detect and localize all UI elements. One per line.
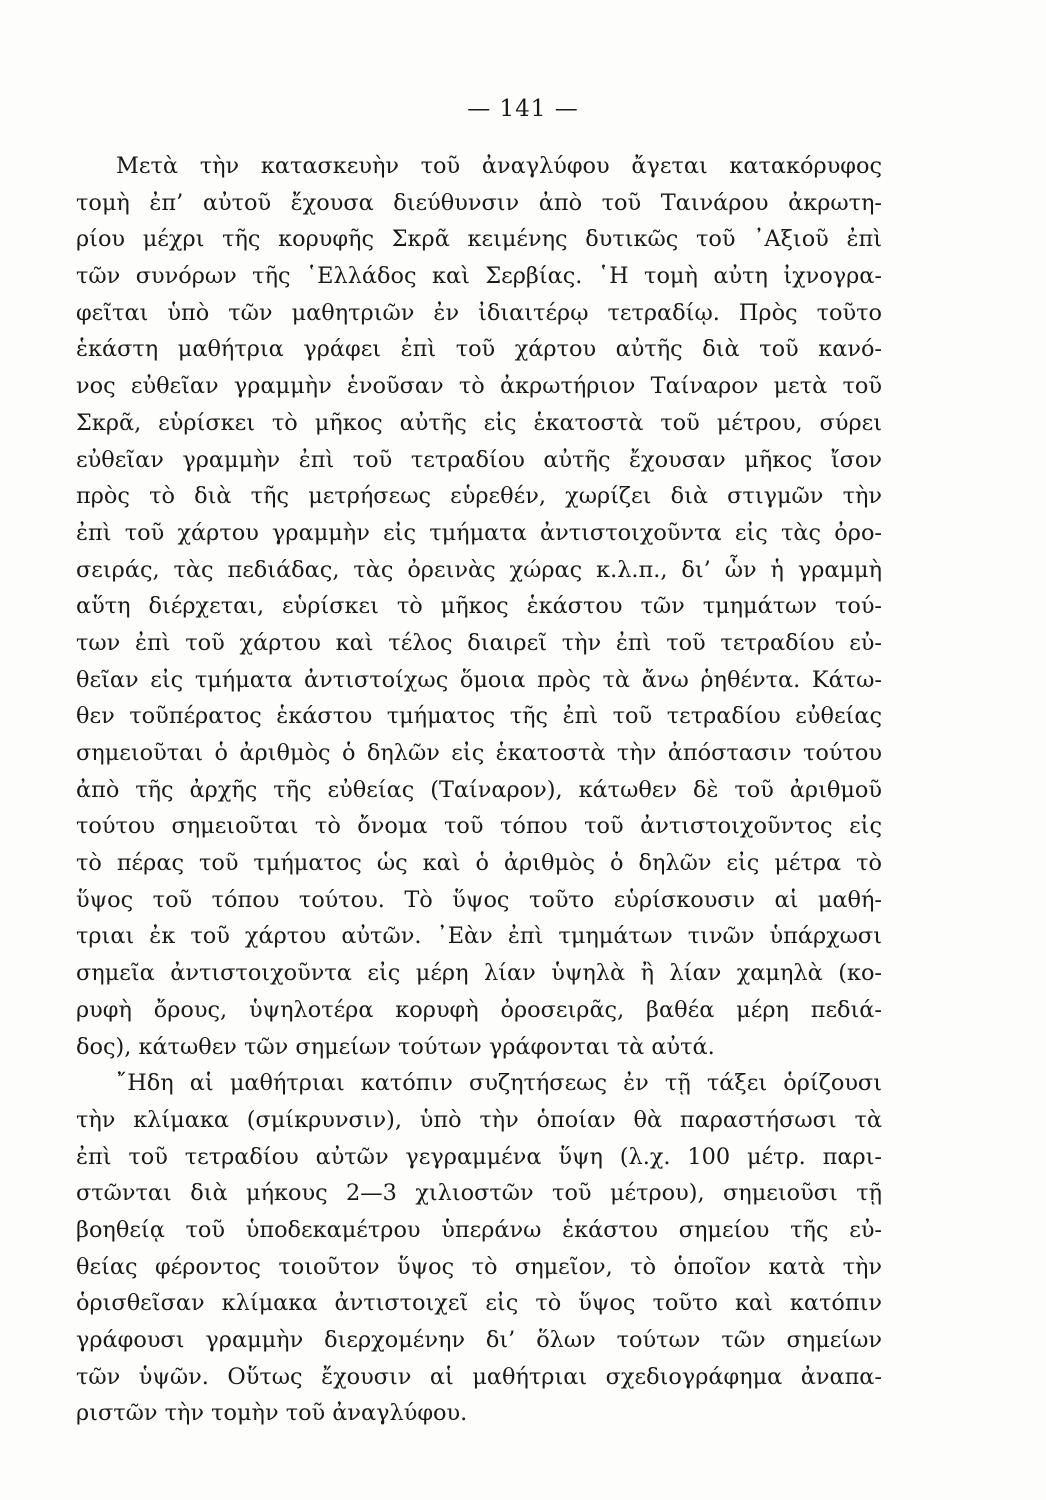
text-line: φεῖται ὑπὸ τῶν μαθητριῶν ἐν ἰδιαιτέρῳ τετραδίῳ. Πρὸς τοῦτο — [76, 299, 882, 326]
text-line: ῎Ηδη αἱ μαθήτριαι κατόπιν συζητήσεως ἐν τῇ τάξει ὁρίζουσι — [116, 1070, 882, 1097]
text-line: αὕτη διέρχεται, εὑρίσκει τὸ μῆκος ἑκάστου τῶν τμημάτων τού- — [76, 593, 882, 620]
text-line: τριαι ἐκ τοῦ χάρτου αὐτῶν. ᾿Εὰν ἐπὶ τμημάτων τινῶν ὑπάρχωσι — [76, 923, 882, 950]
text-line: ρυφὴ ὄρους, ὑψηλοτέρα κορυφὴ ὀροσειρᾶς, βαθέα μέρη πεδιά- — [76, 996, 882, 1023]
text-line: τὸ πέρας τοῦ τμήματος ὡς καὶ ὁ ἀριθμὸς ὁ δηλῶν εἰς μέτρα τὸ — [76, 850, 882, 877]
text-line: δος), κάτωθεν τῶν σημείων τούτων γράφονται τὰ αὐτά. — [76, 1033, 715, 1060]
text-line: σημεῖα ἀντιστοιχοῦντα εἰς μέρη λίαν ὑψηλὰ ἢ λίαν χαμηλὰ (κο- — [76, 960, 882, 987]
body-text — [76, 148, 882, 1432]
text-line: ἐπὶ τοῦ τετραδίου αὐτῶν γεγραμμένα ὕψη (λ.χ. 100 μέτρ. παρι- — [76, 1143, 882, 1170]
text-line: των ἐπὶ τοῦ χάρτου καὶ τέλος διαιρεῖ τὴν ἐπὶ τοῦ τετραδίου εὐ- — [76, 629, 882, 656]
text-line: θείας φέροντος τοιοῦτον ὕψος τὸ σημεῖον, τὸ ὁποῖον κατὰ τὴν — [76, 1253, 882, 1280]
text-line: ἀπὸ τῆς ἀρχῆς τῆς εὐθείας (Ταίναρον), κάτωθεν δὲ τοῦ ἀριθμοῦ — [76, 776, 882, 803]
text-line: τῶν ὑψῶν. Οὕτως ἔχουσιν αἱ μαθήτριαι σχεδιογράφημα ἀναπα- — [76, 1363, 882, 1390]
text-line: πρὸς τὸ διὰ τῆς μετρήσεως εὑρεθέν, χωρίζει διὰ στιγμῶν τὴν — [76, 483, 882, 510]
text-line: σειράς, τὰς πεδιάδας, τὰς ὀρεινὰς χώρας κ.λ.π., δι’ ὧν ἡ γραμμὴ — [76, 556, 882, 583]
text-line: ἑκάστη μαθήτρια γράφει ἐπὶ τοῦ χάρτου αὐτῆς διὰ τοῦ κανό- — [76, 336, 882, 363]
text-line: ριστῶν τὴν τομὴν τοῦ ἀναγλύφου. — [76, 1400, 468, 1427]
text-line: γράφουσι γραμμὴν διερχομένην δι’ ὅλων τούτων τῶν σημείων — [76, 1327, 882, 1353]
page-number: — 141 — — [467, 96, 579, 122]
text-line: βοηθείᾳ τοῦ ὑποδεκαμέτρου ὑπεράνω ἑκάστου σημείου τῆς εὐ- — [76, 1216, 882, 1243]
text-line: Μετὰ τὴν κατασκευὴν τοῦ ἀναγλύφου ἄγεται κατακόρυφος — [116, 153, 882, 179]
text-line: τῶν συνόρων τῆς ῾Ελλάδος καὶ Σερβίας. ῾Η τομὴ αὐτη ἰχνογρα- — [76, 263, 882, 290]
text-line: τὴν κλίμακα (σμίκρυνσιν), ὑπὸ τὴν ὁποίαν θὰ παραστήσωσι τὰ — [76, 1106, 882, 1133]
text-line: στῶνται διὰ μήκους 2—3 χιλιοστῶν τοῦ μέτρου), σημειοῦσι τῇ — [76, 1180, 882, 1207]
text-line: Σκρᾶ, εὑρίσκει τὸ μῆκος αὐτῆς εἰς ἑκατοστὰ τοῦ μέτρου, σύρει — [76, 409, 882, 436]
text-line: εὐθεῖαν γραμμὴν ἐπὶ τοῦ τετραδίου αὐτῆς ἔχουσαν μῆκος ἴσον — [76, 446, 882, 473]
text-line: ὕψος τοῦ τόπου τούτου. Τὸ ὕψος τοῦτο εὑρίσκουσιν αἱ μαθή- — [76, 886, 882, 913]
text-line: ἐπὶ τοῦ χάρτου γραμμὴν εἰς τμήματα ἀντιστοιχοῦντα εἰς τὰς ὀρο- — [76, 519, 882, 546]
text-line: τομὴ ἐπ’ αὐτοῦ ἔχουσα διεύθυνσιν ἀπὸ τοῦ Ταινάρου ἀκρωτη- — [76, 189, 882, 216]
text-line: θεν τοῦπέρατος ἑκάστου τμήματος τῆς ἐπὶ τοῦ τετραδίου εὐθείας — [76, 703, 882, 730]
text-line: σημειοῦται ὁ ἀριθμὸς ὁ δηλῶν εἰς ἑκατοστὰ τὴν ἀπόστασιν τούτου — [76, 740, 882, 766]
text-line: ὁρισθεῖσαν κλίμακα ἀντιστοιχεῖ εἰς τὸ ὕψος τοῦτο καὶ κατόπιν — [76, 1290, 882, 1317]
text-line: νος εὐθεῖαν γραμμὴν ἑνοῦσαν τὸ ἀκρωτήριον Ταίναρον μετὰ τοῦ — [76, 373, 882, 400]
text-line: ρίου μέχρι τῆς κορυφῆς Σκρᾶ κειμένης δυτικῶς τοῦ ᾿Αξιοῦ ἐπὶ — [76, 226, 882, 253]
text-line: τούτου σημειοῦται τὸ ὄνομα τοῦ τόπου τοῦ ἀντιστοιχοῦντος εἰς — [76, 813, 882, 840]
text-line: θεῖαν εἰς τμήματα ἀντιστοίχως ὅμοια πρὸς τὰ ἄνω ῥηθέντα. Κάτω- — [76, 666, 882, 693]
